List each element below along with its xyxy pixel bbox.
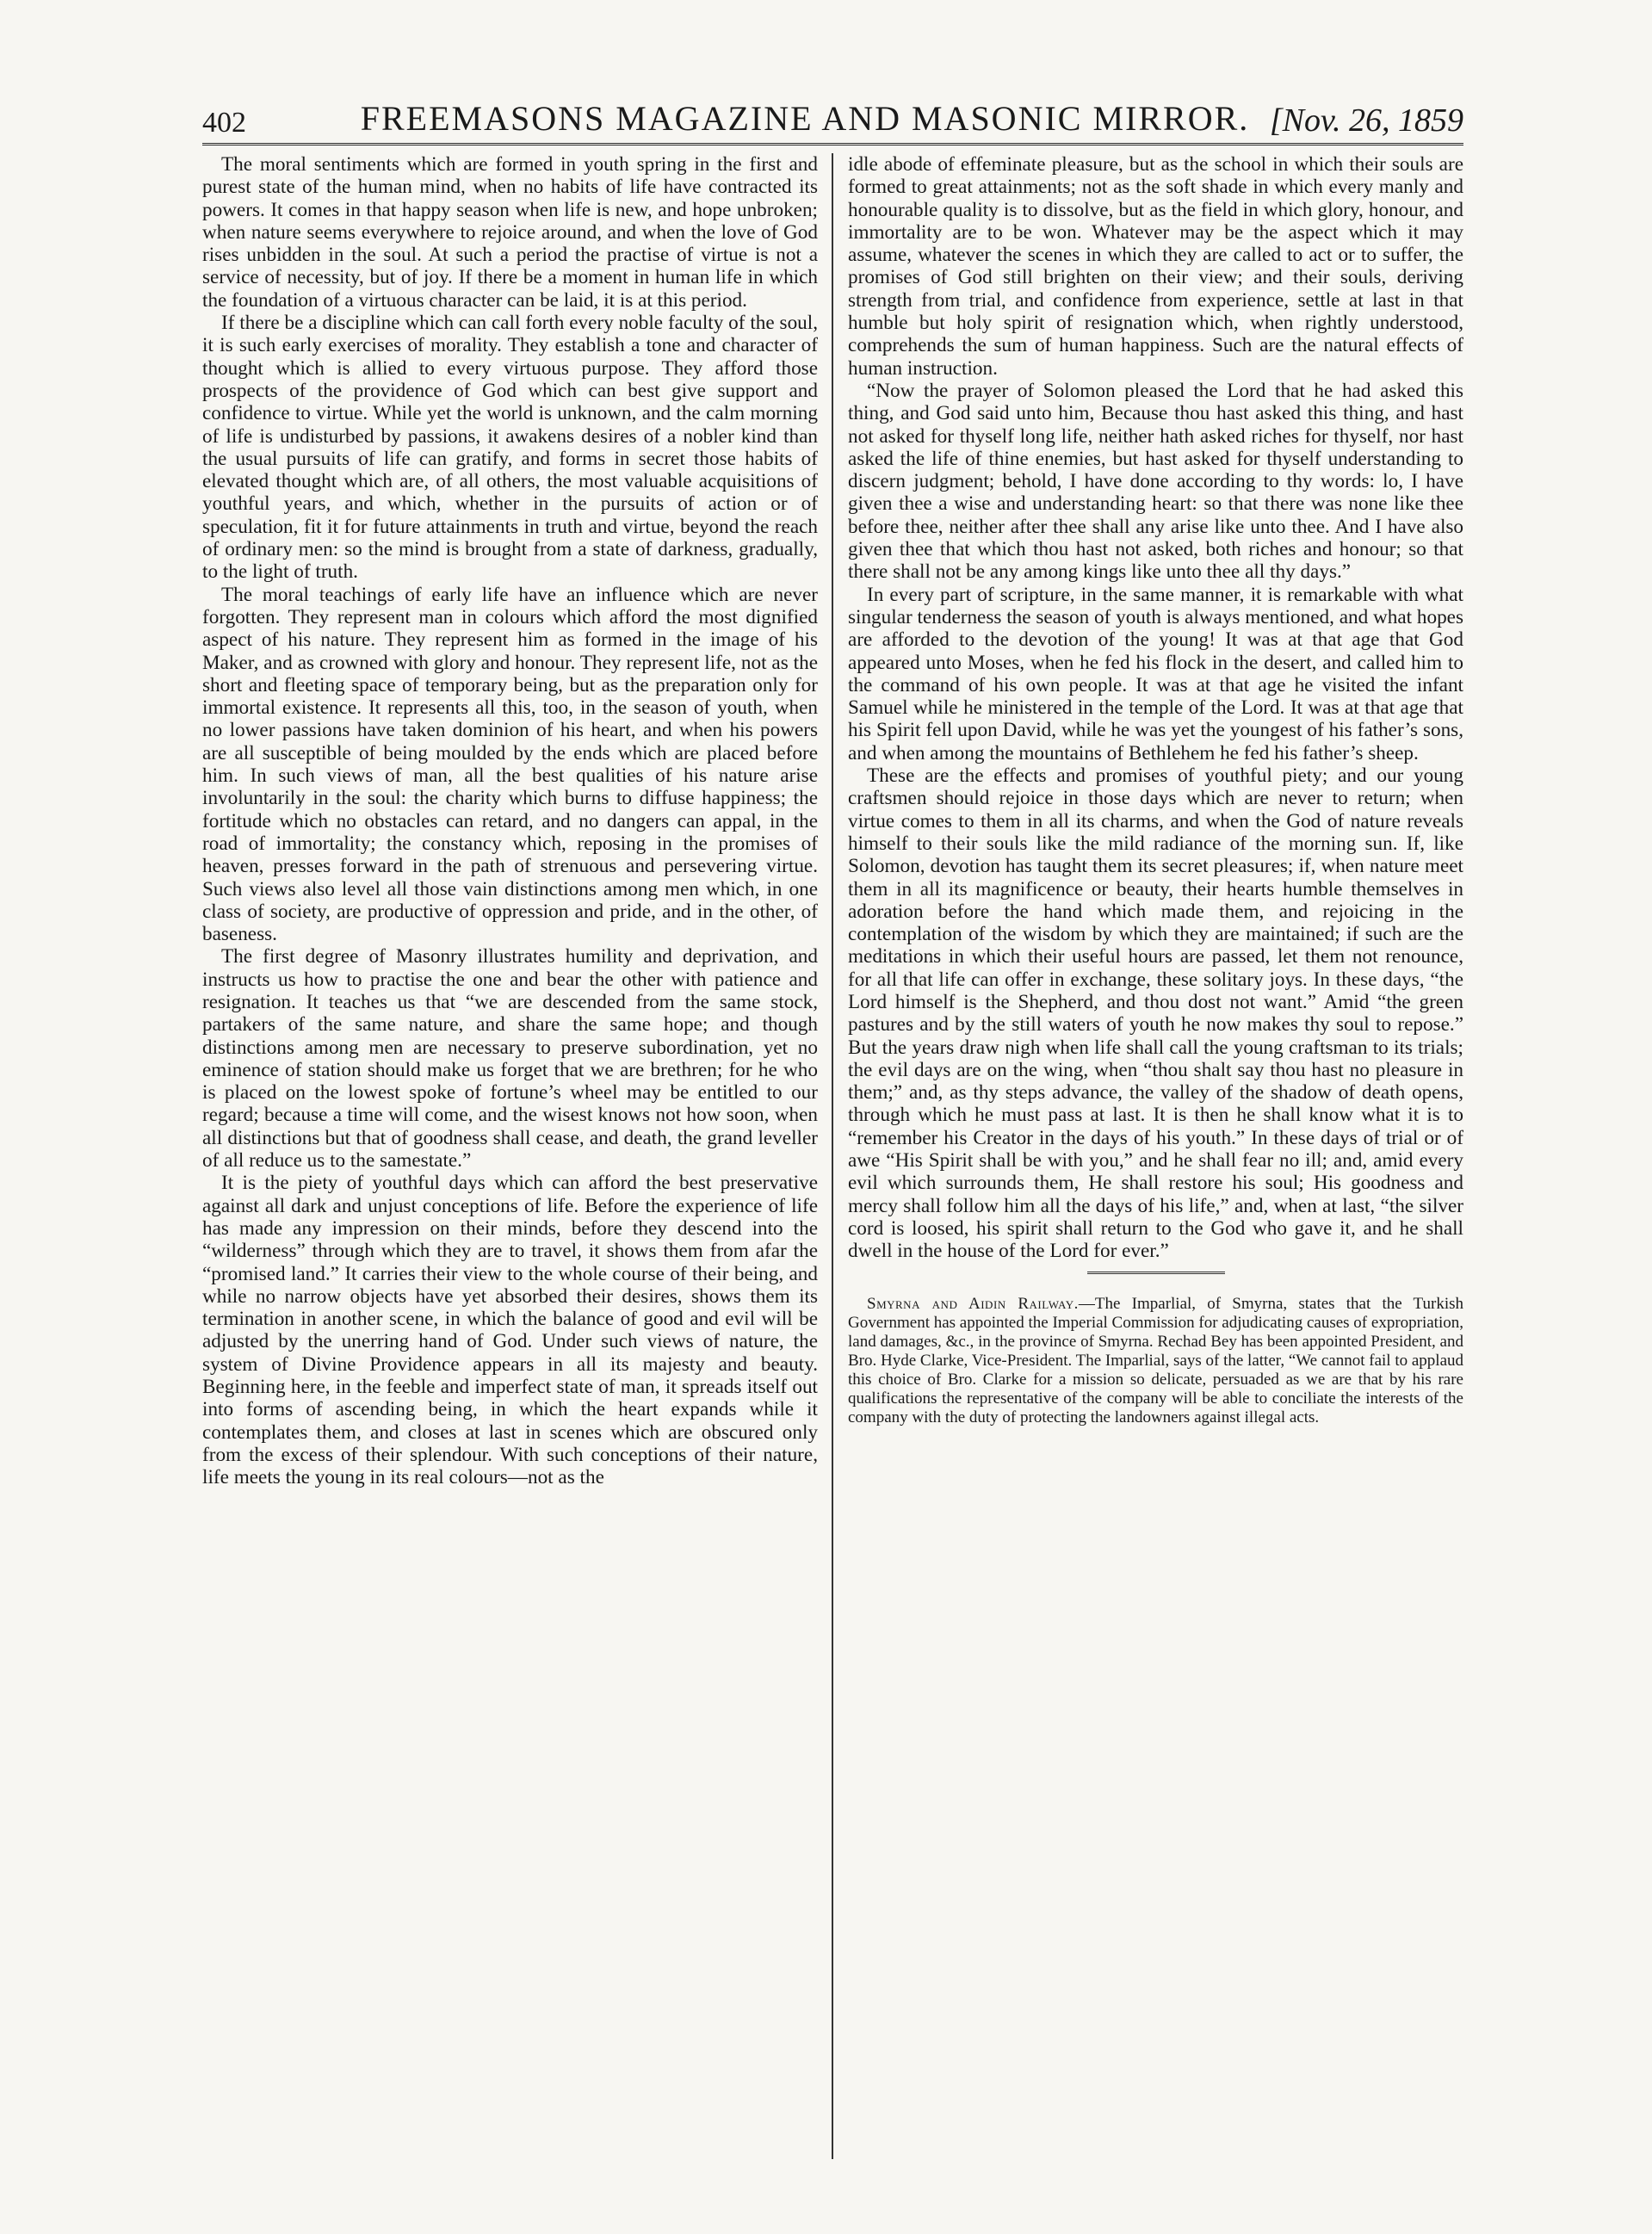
paragraph: These are the effects and promises of youthful piety; and our young craftsmen should rejoice in those days which are never to return; when virtue comes to them in all its charms, and when the God of nature reveals himself to their souls like the mild radiance of the morning sun. If, like Solomon, devotion has taught them its secret pleasures; if, when nature meet them in all its magnificence or beauty, their hearts humble themselves in adoration before the hand which made them, and rejoicing in the contemplation of the wisdom by which they are maintained; if such are the meditations in which their useful hours are passed, let them not renounce, for all that life can offer in exchange, these solitary joys. In these days, “the Lord himself is the Shepherd, and thou dost not want.” Amid “the green pastures and by the still waters of youth he now makes thy soul to repose.” But the years draw nigh when life shall call the young craftsman to its trials; the evil days are on the wing, when “thou shalt say thou hast no pleasure in them;” and, as thy steps advance, the valley of the shadow of death opens, through which he must pass at last. It is then he shall know what it is to “remember his Creator in the days of his youth.” In these days of trial or of awe “His Spirit shall be with you,” and he shall fear no ill; and, amid every evil which surrounds them, He shall restore his soul; His goodness and mercy shall follow him all the days of his life,” and, when at last, “the silver cord is loosed, his spirit shall return to the God who gave it, and he shall dwell in the house of the Lord for ever.” — [848, 764, 1463, 1263]
page-number: 402 — [202, 107, 246, 139]
journal-title: FREEMASONS MAGAZINE AND MASONIC MIRROR. — [360, 99, 1250, 138]
issue-date: [Nov. 26, 1859 — [1269, 102, 1463, 139]
left-column — [202, 153, 818, 2163]
news-item — [848, 1295, 1463, 1427]
paragraph: The moral sentiments which are formed in youth spring in the first and purest state of the human mind, when no habits of life have contracted its powers. It comes in that happy season when life is new, and hope unbroken; when nature seems everywhere to rejoice around, and when the love of God rises unbidden in the soul. At such a period the practise of virtue is not a service of necessity, but of joy. If there be a moment in human life in which the foundation of a virtuous character can be laid, it is at this period. — [202, 153, 818, 312]
paragraph: It is the piety of youthful days which can afford the best preservative against all dark and unjust conceptions of life. Before the experience of life has made any impression on their minds, before they descend into the “wilderness” through which they are to travel, it shows them from afar the “promised land.” It carries their view to the whole course of their being, and while no narrow objects have yet absorbed their desires, shows them its termination in another scene, in which the balance of good and evil will be adjusted by the unerring hand of God. Under such views of nature, the system of Divine Providence appears in all its majesty and beauty. Beginning here, in the feeble and imperfect state of man, it spreads itself out into forms of ascending being, in which the heart expands while it contemplates them, and closes at last in scenes which are obscured only from the excess of their splendour. With such conceptions of their nature, life meets the young in its real colours—not as the — [202, 1172, 818, 1489]
news-heading: Smyrna and Aidin Railway. — [867, 1294, 1079, 1313]
paragraph: If there be a discipline which can call forth every noble faculty of the soul, it is such early exercises of morality. They establish a tone and character of thought which is allied to every virtuous purpose. They afford those prospects of the providence of God which can best give support and confidence to virtue. While yet the world is unknown, and the calm morning of life is undisturbed by passions, it awakens desires of a nobler kind than the usual pursuits of life can gratify, and forms in secret those habits of elevated thought which are, of all others, the most valuable acquisitions of youthful years, and which, whether in the pursuits of action or of speculation, fit it for future attainments in truth and virtue, beyond the reach of ordinary men: so the mind is brought from a state of darkness, gradually, to the light of truth. — [202, 312, 818, 584]
section-separator — [1087, 1272, 1225, 1278]
news-body: —The Imparlial, of Smyrna, states that the Turkish Government has appointed the Imperial Commission for adjudicating causes of expropriation, land damages, &c., in the province of Smyrna. Rechad Bey has been appointed President, and Bro. Hyde Clarke, Vice-President. The Imparlial, says of the latter, “We cannot fail to applaud this choice of Bro. Clarke for a mission so delicate, persuaded as we are that by his rare qualifications the representative of the company will be able to conciliate the interests of the company with the duty of protecting the landowners against illegal acts. — [848, 1294, 1463, 1426]
paragraph: The first degree of Masonry illustrates humility and deprivation, and instructs us how to practise the one and bear the other with patience and resignation. It teaches us that “we are descended from the same stock, partakers of the same nature, and share the same hope; and though distinctions among men are necessary to preserve subordination, yet no eminence of station should make us forget that we are brethren; for he who is placed on the lowest spoke of fortune’s wheel may be entitled to our regard; because a time will come, and the wisest knows not how soon, when all distinctions but that of goodness shall cease, and death, the grand leveller of all reduce us to the samestate.” — [202, 945, 818, 1173]
column-divider — [832, 153, 833, 2159]
paragraph: In every part of scripture, in the same manner, it is remarkable with what singular tenderness the season of youth is always mentioned, and what hopes are afforded to the devotion of the young! It was at that age that God appeared unto Moses, when he fed his flock in the desert, and called him to the command of his own people. It was at that age he visited the infant Samuel while he ministered in the temple of the Lord. It was at that age that his Spirit fell upon David, while he was yet the youngest of his father’s sons, and when among the mountains of Bethlehem he fed his father’s sheep. — [848, 583, 1463, 764]
paragraph: “Now the prayer of Solomon pleased the Lord that he had asked this thing, and God said unto him, Because thou hast asked this thing, and hast not asked for thyself long life, neither hath asked riches for thyself, nor hast asked the life of thine enemies, but hast asked for thyself understanding to discern judgment; behold, I have done according to thy words: lo, I have given thee a wise and understanding heart: so that there was none like thee before thee, neither after thee shall any arise like unto thee. And I have also given thee that which thou hast not asked, both riches and honour; so that there shall not be any among kings like unto thee all thy days.” — [848, 379, 1463, 584]
right-column — [848, 153, 1463, 2163]
paragraph: idle abode of effeminate pleasure, but as the school in which their souls are formed to great attainments; not as the soft shade in which every manly and honourable quality is to dissolve, but as the field in which glory, honour, and immortality are to be won. Whatever may be the aspect which it may assume, whatever the scenes in which they are called to act or to suffer, the promises of God still brighten on their view; and their souls, deriving strength from trial, and confidence from experience, settle at last in that humble but holy spirit of resignation which, when rightly understood, comprehends the sum of human happiness. Such are the natural effects of human instruction. — [848, 153, 1463, 380]
page-header — [202, 95, 1463, 145]
paragraph: The moral teachings of early life have an influence which are never forgotten. They represent man in colours which afford the most dignified aspect of his nature. They represent him as formed in the image of his Maker, and as crowned with glory and honour. They represent life, not as the short and fleeting space of temporary being, but as the preparation only for immortal existence. It represents all this, too, in the season of youth, when no lower passions have taken dominion of his heart, and when his powers are all susceptible of being moulded by the ends which are placed before him. In such views of man, all the best qualities of his nature arise involuntarily in the soul: the charity which burns to diffuse happiness; the fortitude which no obstacles can retard, and no dangers can appal, in the road of immortality; the constancy which, reposing in the promises of heaven, presses forward in the path of strenuous and persevering virtue. Such views also level all those vain distinctions among men which, in one class of society, are productive of oppression and pride, and in the other, of baseness. — [202, 583, 818, 946]
